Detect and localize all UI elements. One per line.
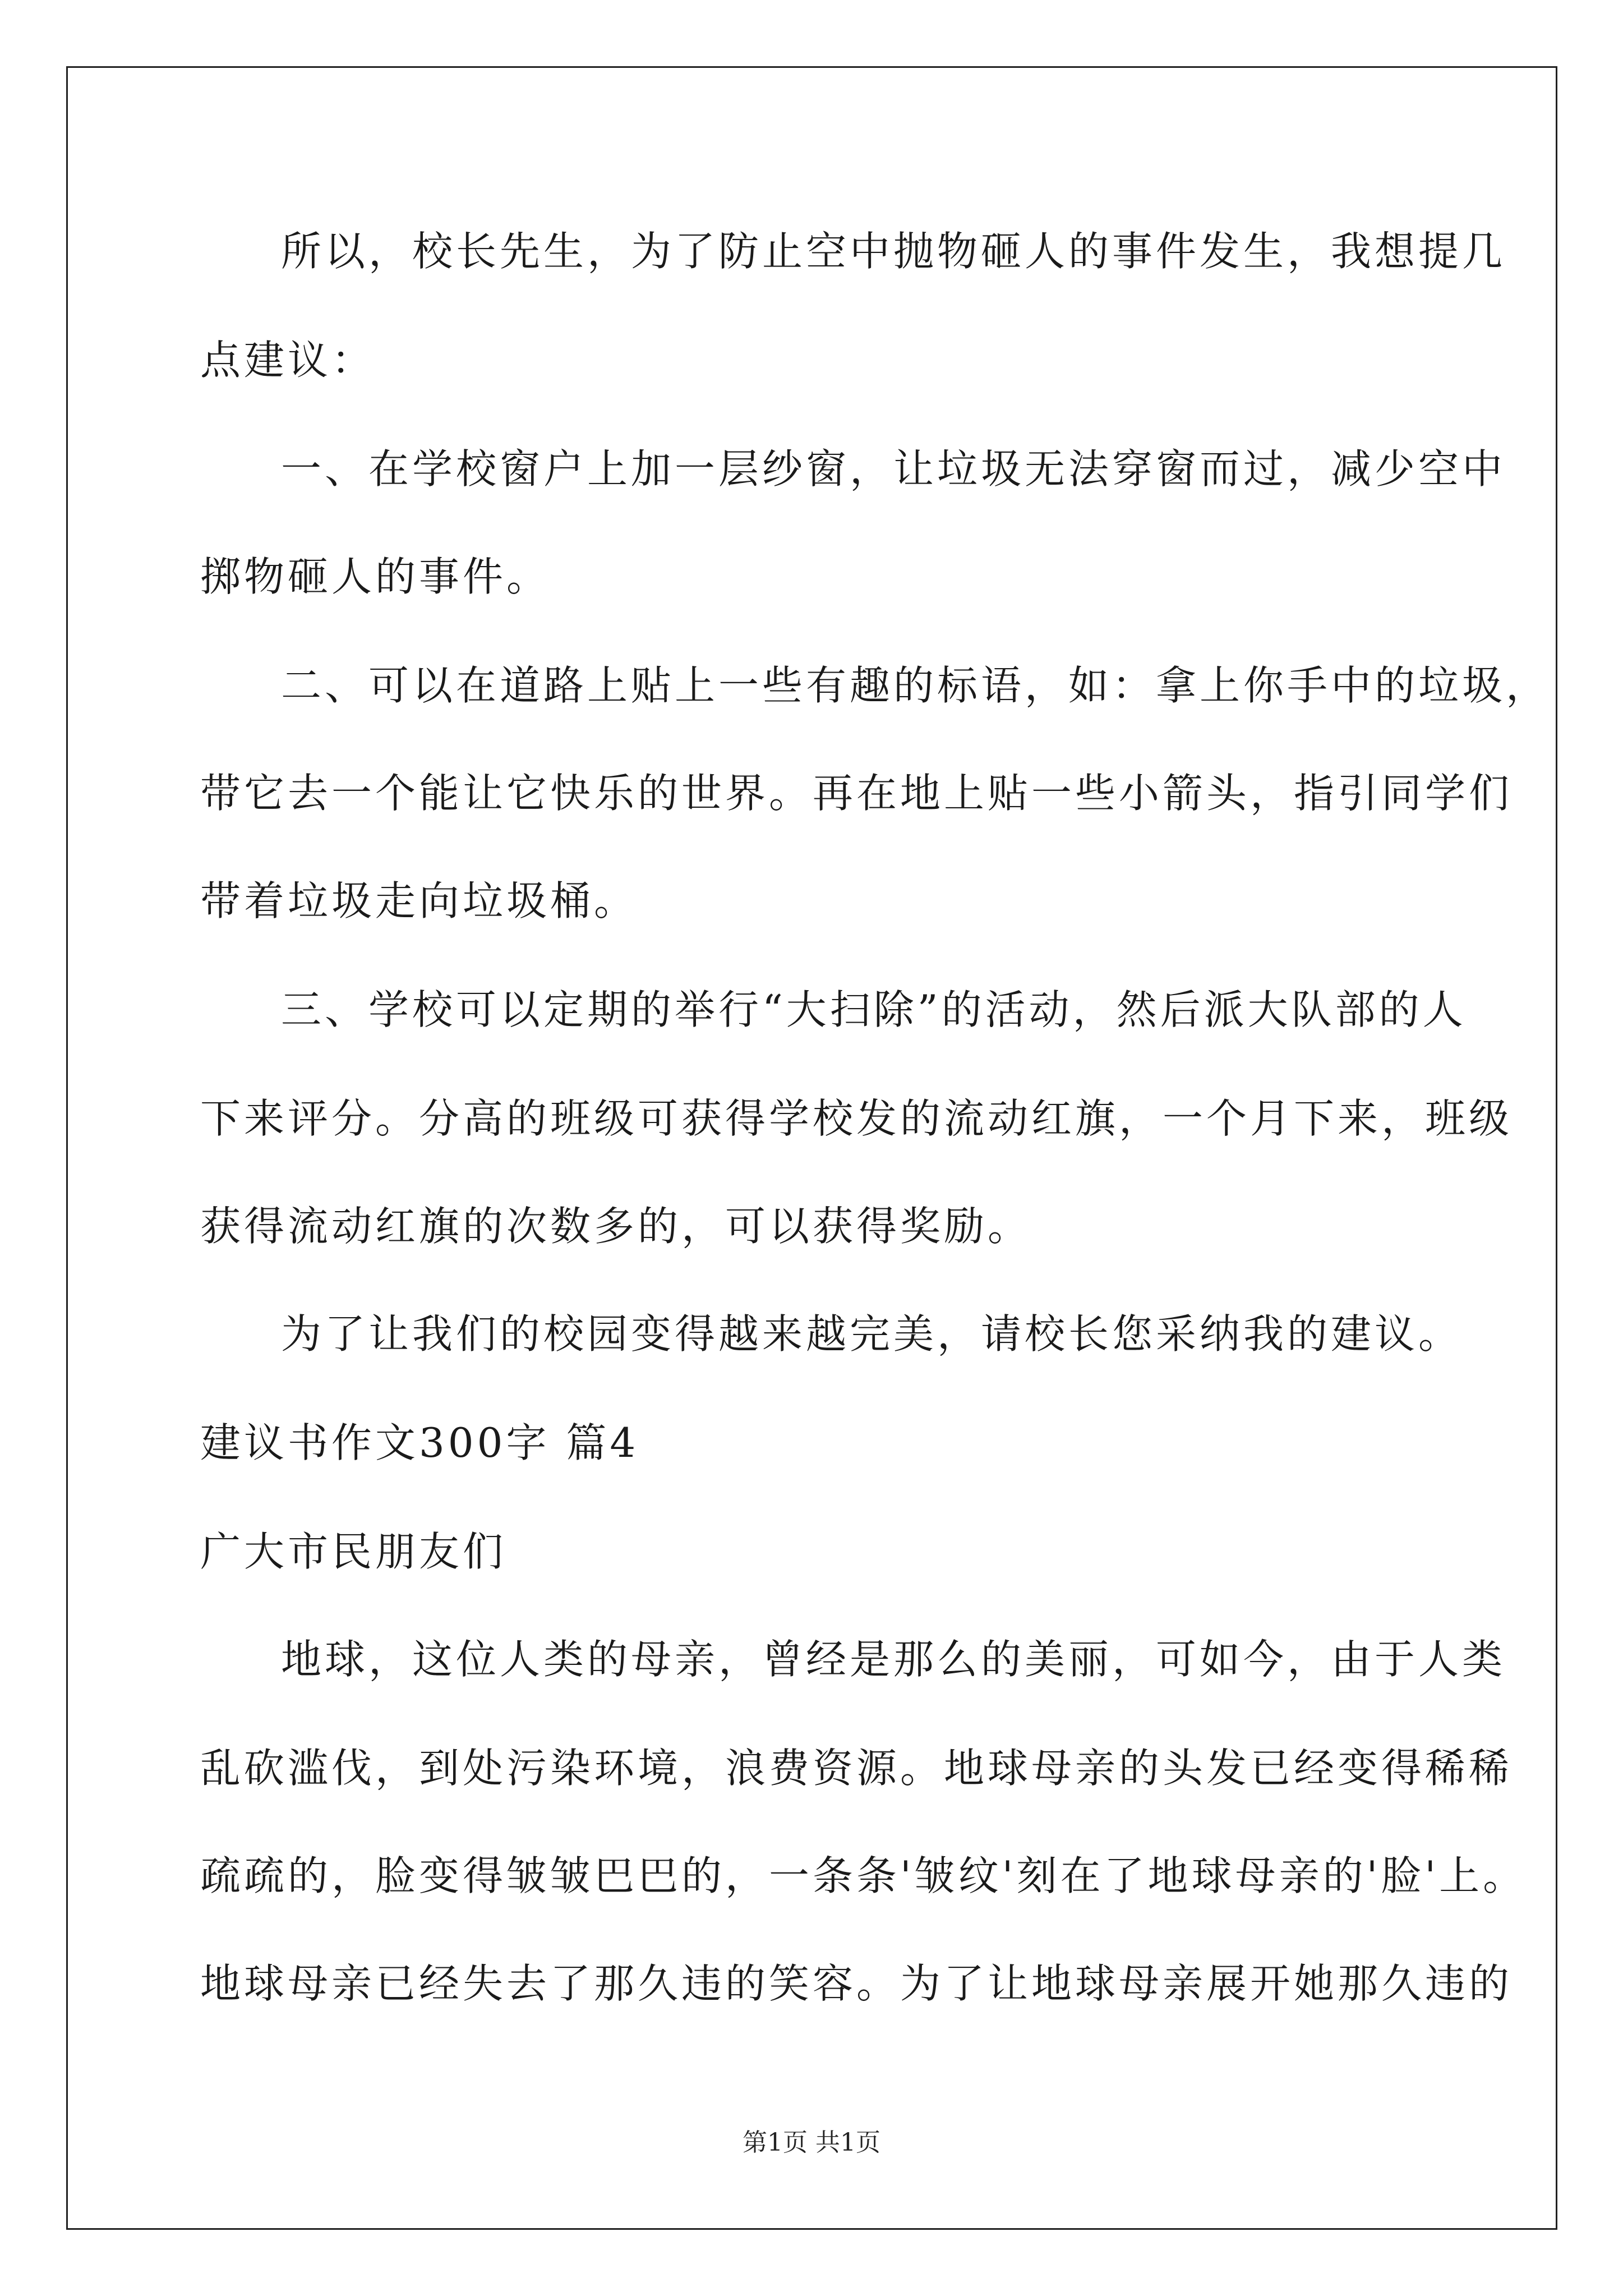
paragraph-line: 掷物砸人的事件。	[200, 553, 551, 600]
page-border	[66, 66, 1557, 2230]
paragraph-line: 疏疏的，脸变得皱皱巴巴的，一条条'皱纹'刻在了地球母亲的'脸'上。	[200, 1852, 1527, 1899]
salutation: 广大市民朋友们	[200, 1528, 507, 1575]
paragraph-line: 带它去一个能让它快乐的世界。再在地上贴一些小箭头，指引同学们	[200, 770, 1513, 817]
paragraph-line: 二、可以在道路上贴上一些有趣的标语，如：拿上你手中的垃圾，	[281, 662, 1550, 709]
paragraph-line: 下来评分。分高的班级可获得学校发的流动红旗，一个月下来，班级	[200, 1095, 1513, 1142]
paragraph-line: 三、学校可以定期的举行“大扫除”的活动，然后派大队部的人	[281, 986, 1467, 1033]
paragraph-line: 地球母亲已经失去了那久违的笑容。为了让地球母亲展开她那久违的	[200, 1960, 1513, 2007]
paragraph-line: 地球，这位人类的母亲，曾经是那么的美丽，可如今，由于人类	[281, 1636, 1506, 1683]
paragraph-line: 带着垃圾走向垃圾桶。	[200, 877, 638, 924]
paragraph-line: 乱砍滥伐，到处污染环境，浪费资源。地球母亲的头发已经变得稀稀	[200, 1745, 1513, 1792]
paragraph-line: 获得流动红旗的次数多的，可以获得奖励。	[200, 1203, 1032, 1250]
page-number-footer: 第1页 共1页	[743, 2128, 880, 2157]
paragraph-line: 为了让我们的校园变得越来越完美，请校长您采纳我的建议。	[281, 1310, 1463, 1358]
section-heading: 建议书作文300字 篇4	[200, 1419, 639, 1466]
paragraph-line: 所以，校长先生，为了防止空中抛物砸人的事件发生，我想提几	[281, 228, 1506, 275]
paragraph-line: 点建议：	[200, 337, 376, 384]
paragraph-line: 一、在学校窗户上加一层纱窗，让垃圾无法穿窗而过，减少空中	[281, 445, 1506, 493]
